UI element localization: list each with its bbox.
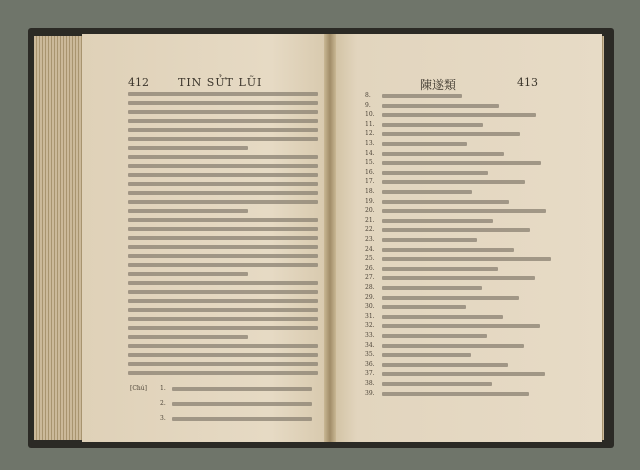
left-text-line [128, 326, 318, 330]
entry-number: 24. [365, 245, 375, 253]
right-text-line [382, 248, 514, 252]
right-page-title: 陳遂類 [420, 78, 457, 92]
left-text-line [128, 218, 318, 222]
right-text-line [382, 286, 482, 290]
left-text-line [128, 164, 318, 168]
left-text-line [128, 344, 318, 348]
book-gutter [324, 34, 336, 442]
left-text-line [128, 110, 318, 114]
right-text-line [382, 104, 499, 108]
left-text-line [128, 227, 318, 231]
right-text-line [382, 219, 493, 223]
right-text-line [382, 94, 462, 98]
entry-number: 19. [365, 197, 375, 205]
right-text-line [382, 228, 530, 232]
right-text-line [382, 363, 508, 367]
right-text-line [382, 113, 536, 117]
entry-number: 32. [365, 322, 375, 330]
entry-number: 31. [365, 312, 375, 320]
right-text-line [382, 161, 541, 165]
left-text-line [128, 191, 318, 195]
entry-number: 30. [365, 303, 375, 311]
left-text-line [128, 146, 248, 150]
right-text-line [382, 382, 492, 386]
entry-number: 26. [365, 264, 375, 272]
entry-number: 18. [365, 188, 375, 195]
right-text-line [382, 257, 551, 261]
left-text-line [128, 272, 248, 276]
left-text-line [128, 92, 318, 96]
footnote-marker: [Chú] [130, 385, 148, 392]
entry-number: 9. [365, 101, 371, 109]
footnote-number: 3. [160, 415, 166, 422]
entry-number: 14. [365, 149, 375, 157]
right-text-line [382, 353, 471, 357]
left-text-line [128, 101, 318, 105]
right-text-line [382, 344, 524, 348]
left-text-line [128, 245, 318, 249]
right-text-line [382, 180, 525, 184]
left-text-line [128, 137, 318, 141]
right-text-line [382, 334, 487, 338]
left-text-line [128, 155, 318, 159]
left-text-line [128, 281, 318, 285]
left-text-line [128, 128, 318, 132]
entry-number: 35. [365, 351, 375, 359]
entry-number: 33. [365, 332, 375, 339]
left-text-line [128, 173, 318, 177]
entry-number: 21. [365, 216, 375, 224]
right-text-line [382, 267, 498, 271]
left-text-line [128, 353, 318, 357]
entry-number: 36. [365, 360, 375, 368]
right-text-line [382, 152, 504, 156]
right-text-line [382, 209, 546, 213]
entry-number: 37. [365, 370, 375, 378]
footnote-line [172, 402, 312, 406]
entry-number: 13. [365, 140, 375, 147]
right-text-line [382, 132, 520, 136]
footnote-number: 1. [160, 385, 166, 392]
entry-number: 15. [365, 159, 375, 167]
right-text-line [382, 305, 466, 309]
right-text-line [382, 142, 467, 146]
left-page-edges [34, 36, 82, 440]
entry-number: 16. [365, 168, 375, 176]
left-text-line [128, 290, 318, 294]
right-text-line [382, 372, 545, 376]
right-page-number: 413 [517, 76, 538, 89]
entry-number: 11. [365, 120, 375, 128]
entry-number: 22. [365, 226, 375, 234]
left-text-line [128, 254, 318, 258]
right-text-line [382, 200, 509, 204]
right-text-line [382, 123, 483, 127]
footnote-line [172, 387, 312, 391]
entry-number: 12. [365, 130, 375, 138]
entry-number: 25. [365, 255, 375, 263]
entry-number: 28. [365, 284, 375, 291]
entry-number: 20. [365, 207, 375, 215]
left-text-line [128, 263, 318, 267]
left-text-line [128, 371, 318, 375]
footnote-number: 2. [160, 400, 166, 407]
right-text-line [382, 296, 519, 300]
entry-number: 8. [365, 92, 371, 99]
entry-number: 38. [365, 380, 375, 387]
footnote-line [172, 417, 312, 421]
right-text-line [382, 276, 535, 280]
right-text-line [382, 171, 488, 175]
right-text-line [382, 392, 529, 396]
entry-number: 17. [365, 178, 375, 186]
left-text-line [128, 200, 318, 204]
entry-number: 34. [365, 341, 375, 349]
left-text-line [128, 335, 248, 339]
left-text-line [128, 209, 248, 213]
left-text-line [128, 119, 318, 123]
left-text-line [128, 362, 318, 366]
right-text-line [382, 315, 503, 319]
right-text-line [382, 324, 540, 328]
left-text-line [128, 308, 318, 312]
left-text-line [128, 299, 318, 303]
left-page-number: 412 [128, 76, 149, 89]
entry-number: 29. [365, 293, 375, 301]
open-book [28, 28, 614, 448]
right-text-line [382, 190, 472, 194]
entry-number: 27. [365, 274, 375, 282]
left-text-line [128, 182, 318, 186]
left-text-line [128, 317, 318, 321]
left-text-line [128, 236, 318, 240]
entry-number: 39. [365, 389, 375, 397]
entry-number: 23. [365, 236, 375, 243]
right-text-line [382, 238, 477, 242]
entry-number: 10. [365, 111, 375, 119]
left-page-title: TIN SỬT LŨI [178, 76, 263, 89]
